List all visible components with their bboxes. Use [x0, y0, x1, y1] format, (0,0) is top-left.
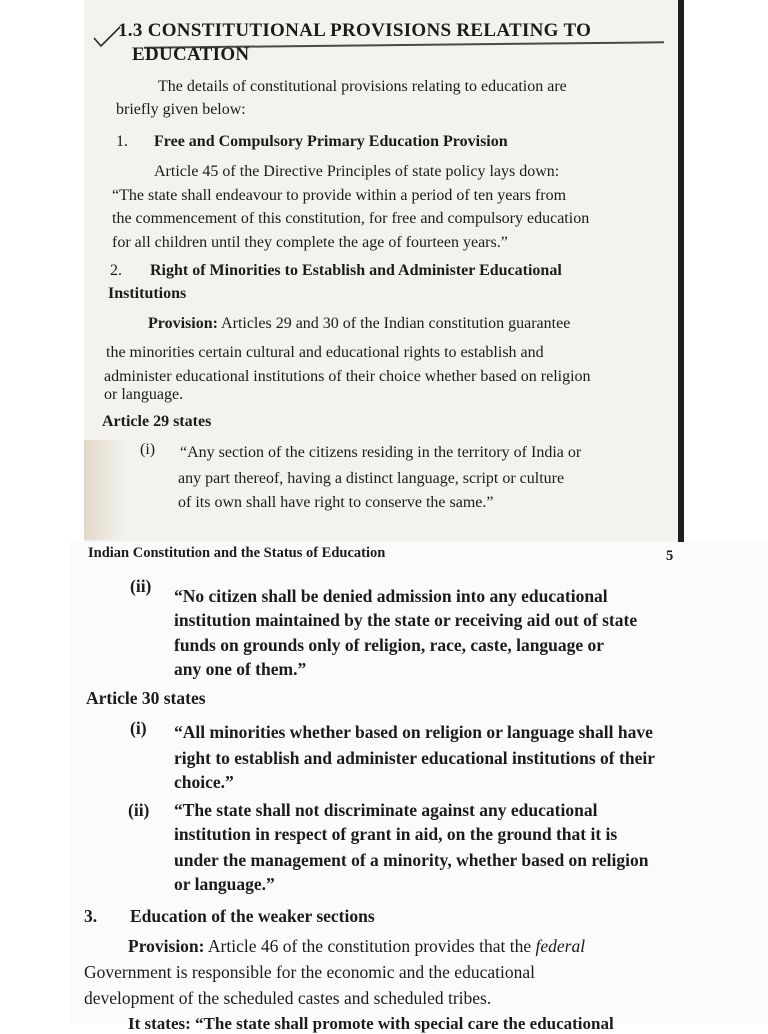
item-3-provision-line-3: development of the scheduled castes and scheduled tribes. [84, 988, 492, 1008]
cutoff-line: It states: “The state shall promote with special care the educational [128, 1014, 614, 1033]
article-29-ii-line-4: any one of them.” [174, 659, 307, 679]
item-3-provision-line-1 [128, 936, 585, 957]
item-2-provision-line-3: administer educational institutions of their choice whether based on religion [104, 368, 591, 385]
provision-text: Article 46 of the constitution provides that the [204, 936, 536, 956]
article-30-ii-marker: (ii) [128, 800, 150, 820]
page-lower [70, 542, 768, 1024]
page-upper [84, 0, 684, 542]
article-29-i-marker: (i) [140, 441, 156, 458]
item-2-provision-line-1 [148, 315, 570, 333]
page-edge [678, 0, 684, 542]
running-head: Indian Constitution and the Status of Education [88, 545, 386, 561]
article-29-i-line-1: “Any section of the citizens residing in the territory of India or [180, 444, 582, 461]
intro-line-2: briefly given below: [116, 101, 246, 118]
item-1-body-line-1: Article 45 of the Directive Principles of state policy lays down: [154, 163, 560, 180]
item-2-title-line-2: Institutions [108, 285, 187, 302]
article-29-i-line-3: of its own shall have right to conserve the same.” [178, 494, 494, 511]
page-number: 5 [666, 548, 674, 564]
article-30-i-line-2: right to establish and administer educational institutions of their [174, 748, 655, 768]
provision-label: Provision: [128, 936, 205, 956]
page-stain [84, 440, 124, 540]
article-29-ii-line-3: funds on grounds only of religion, race, caste, language or [174, 635, 605, 655]
article-30-i-marker: (i) [130, 718, 147, 738]
article-30-i-line-1: “All minorities whether based on religion or language shall have [174, 722, 653, 742]
article-29-i-line-2: any part thereof, having a distinct language, script or culture [178, 470, 565, 487]
article-29-ii-line-2: institution maintained by the state or receiving aid out of state [174, 610, 638, 630]
item-2-title-line-1: Right of Minorities to Establish and Administer Educational [150, 262, 562, 279]
article-30-ii-line-2: institution in respect of grant in aid, on the ground that it is [174, 824, 618, 844]
provision-label: Provision: [148, 315, 218, 332]
item-1-body-line-3: the commencement of this constitution, for free and compulsory education [112, 210, 590, 227]
item-3-title: Education of the weaker sections [130, 906, 375, 926]
article-30-ii-line-1: “The state shall not discriminate against any educational [174, 800, 598, 820]
item-1-number: 1. [116, 133, 128, 150]
section-heading-line2: EDUCATION [132, 44, 250, 65]
provision-italic-word: federal [535, 936, 586, 956]
article-30-i-line-3: choice.” [174, 772, 234, 792]
item-2-number: 2. [110, 262, 122, 279]
article-30-ii-line-3: under the management of a minority, whether based on religion [174, 850, 649, 870]
section-heading-line1: 1.3 CONSTITUTIONAL PROVISIONS RELATING TO [118, 20, 592, 41]
item-2-provision-line-4: or language. [104, 386, 184, 403]
item-1-title: Free and Compulsory Primary Education Provision [154, 133, 508, 150]
intro-line-1: The details of constitutional provisions relating to education are [158, 78, 567, 95]
item-3-provision-line-2: Government is responsible for the economic and the educational [84, 962, 535, 982]
article-29-ii-line-1: “No citizen shall be denied admission into any educational [174, 586, 608, 606]
article-29-heading: Article 29 states [102, 413, 212, 430]
article-29-ii-marker: (ii) [130, 576, 152, 596]
item-1-body-line-2: “The state shall endeavour to provide within a period of ten years from [112, 187, 567, 204]
item-1-body-line-4: for all children until they complete the age of fourteen years.” [112, 234, 508, 251]
article-30-heading: Article 30 states [86, 688, 206, 708]
provision-text: Articles 29 and 30 of the Indian constitution guarantee [217, 315, 571, 332]
item-3-number: 3. [84, 906, 98, 926]
article-30-ii-line-4: or language.” [174, 874, 275, 894]
item-2-provision-line-2: the minorities certain cultural and educational rights to establish and [106, 344, 544, 361]
